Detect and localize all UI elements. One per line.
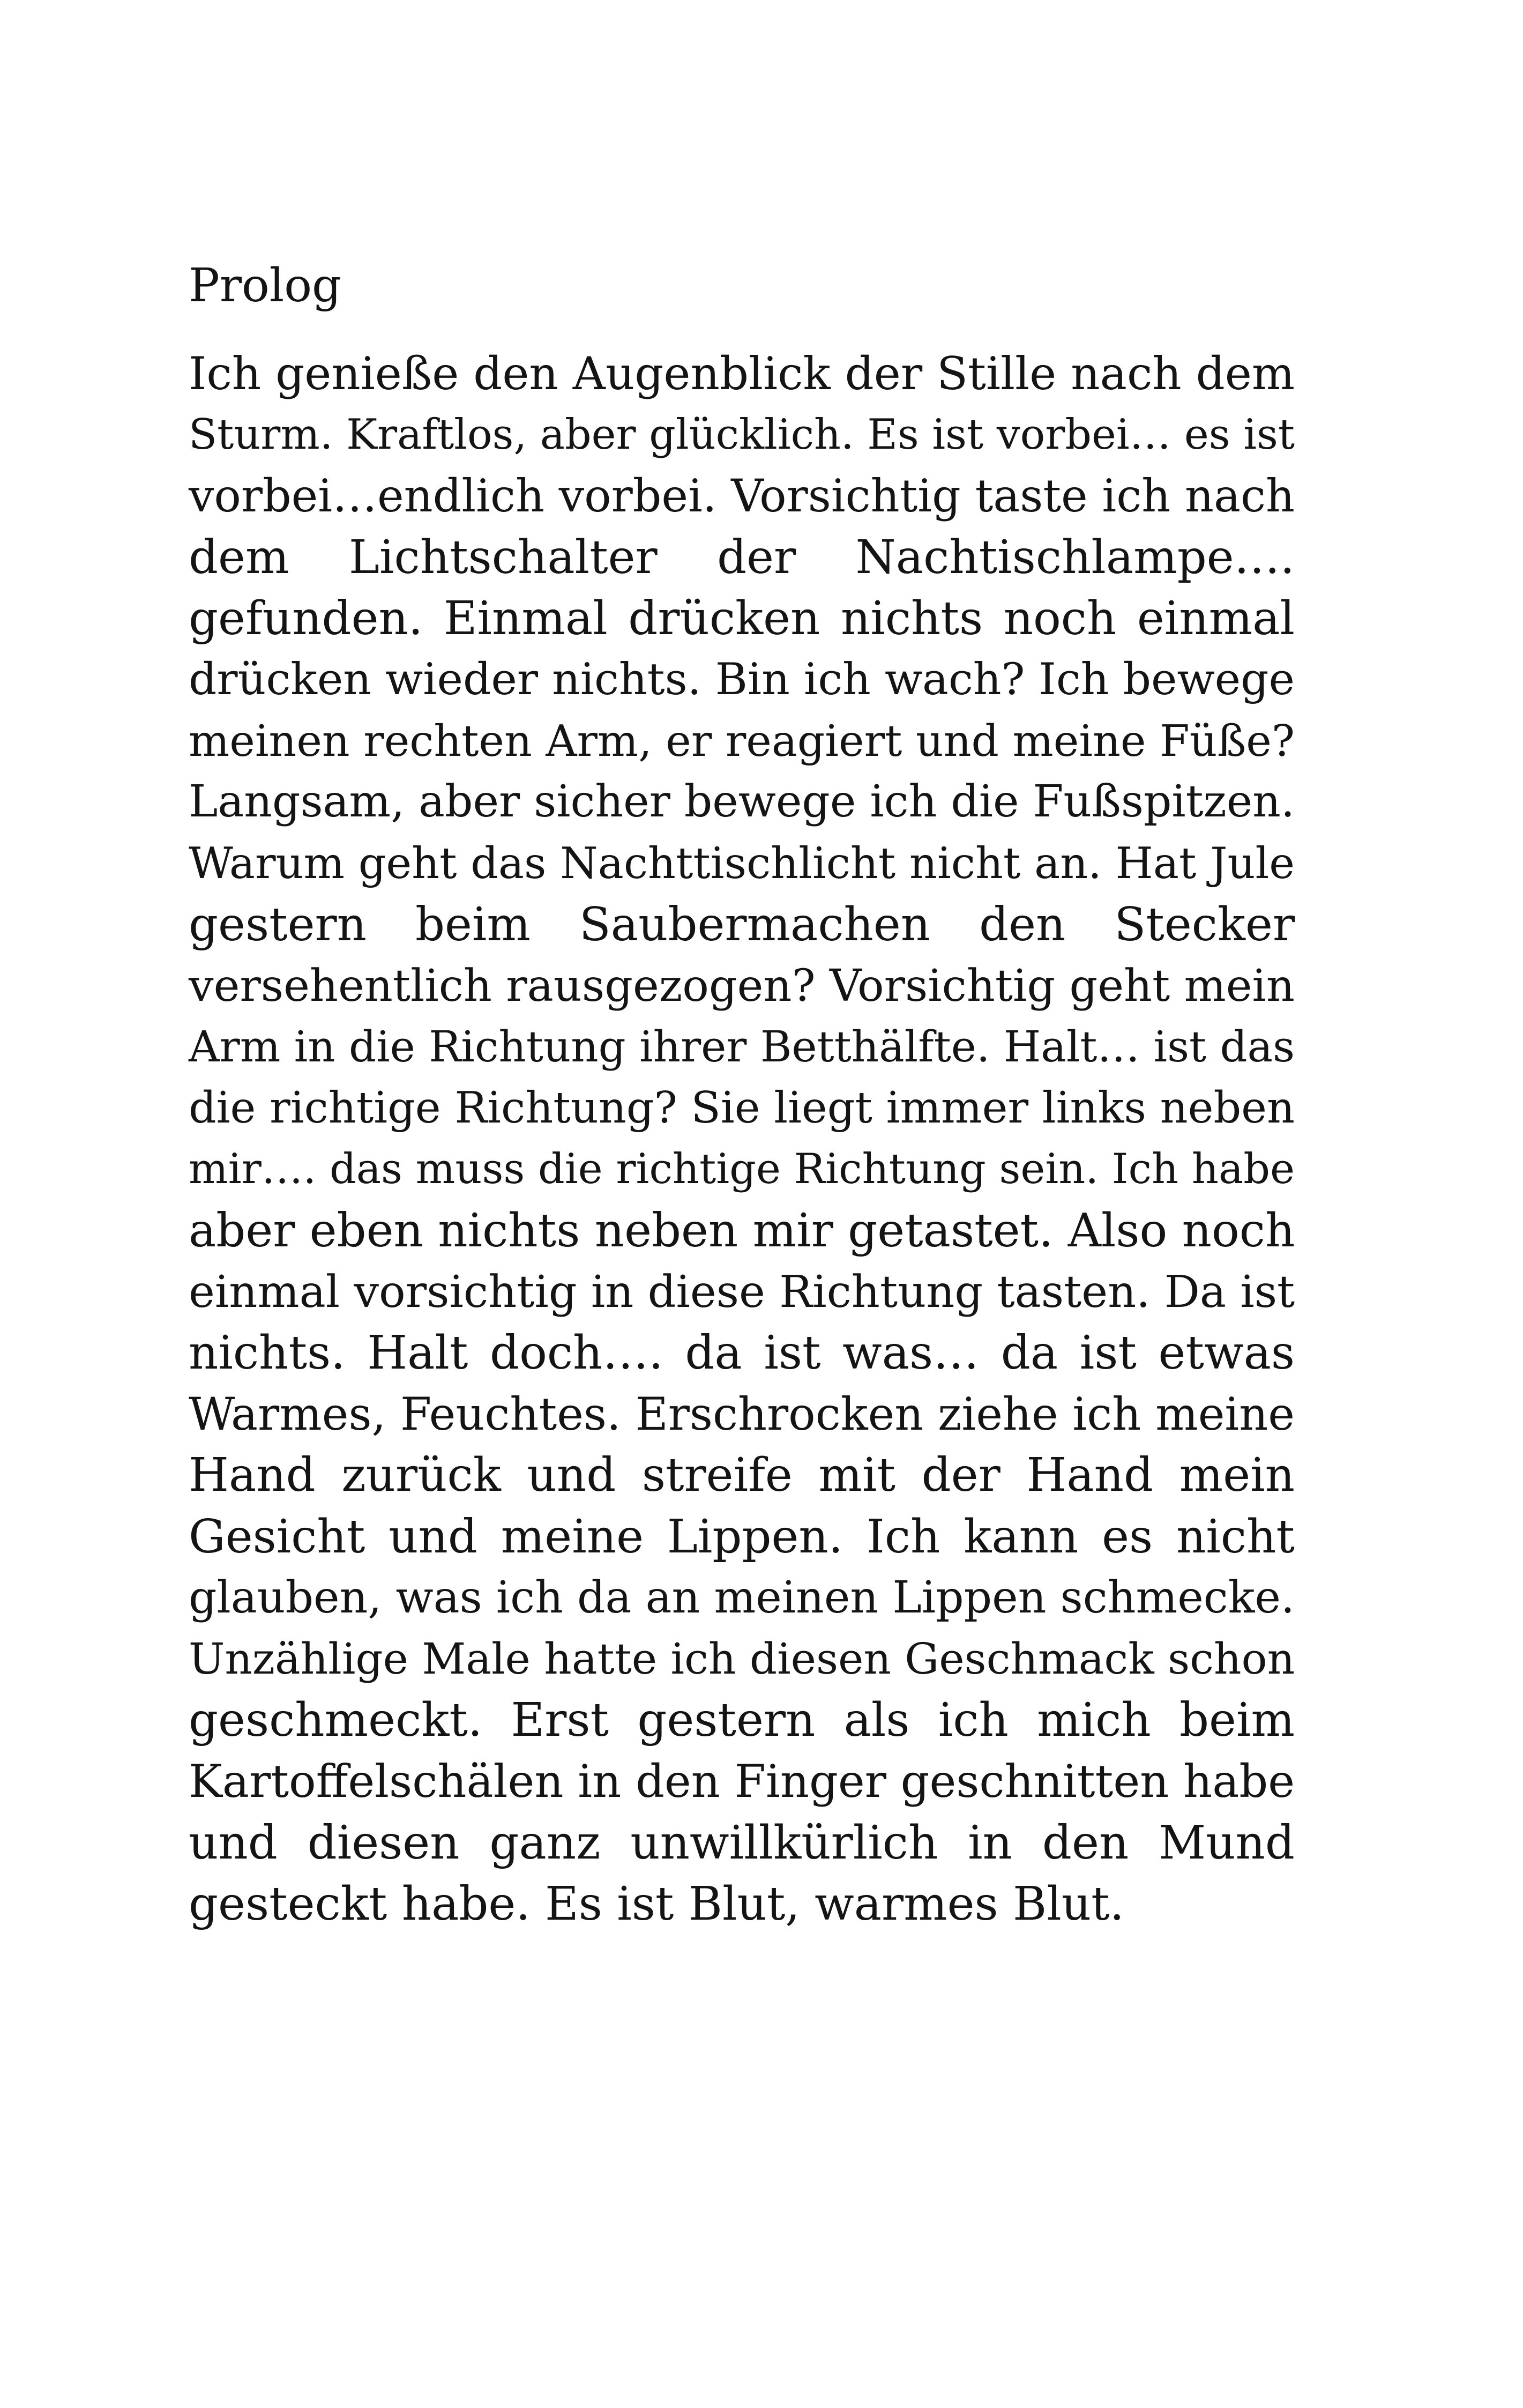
- text-line: und diesen ganz unwillkürlich in den Mund: [189, 1816, 1295, 1870]
- text-line: Sturm. Kraftlos, aber glücklich. Es ist vorbei… es ist: [189, 411, 1295, 459]
- text-line: Hand zurück und streife mit der Hand mein: [189, 1448, 1295, 1503]
- text-line: Langsam, aber sicher bewege ich die Fußspitzen.: [189, 776, 1295, 828]
- text-line: Kartoffelschälen in den Finger geschnitten habe: [189, 1755, 1295, 1808]
- text-line: Warmes, Feuchtes. Erschrocken ziehe ich meine: [189, 1388, 1295, 1441]
- text-line: gestern beim Saubermachen den Stecker: [189, 897, 1295, 952]
- text-line: mir…. das muss die richtige Richtung sein. Ich habe: [189, 1145, 1295, 1194]
- text-line: Ich genieße den Augenblick der Stille nach dem: [189, 347, 1295, 400]
- text-line: Arm in die Richtung ihrer Betthälfte. Halt… ist das: [189, 1022, 1295, 1072]
- prologue-paragraph: [189, 343, 1295, 1935]
- text-line: Warum geht das Nachttischlicht nicht an. Hat Jule: [189, 838, 1295, 889]
- text-line: meinen rechten Arm, er reagiert und meine Füße?: [189, 716, 1295, 767]
- chapter-heading: Prolog: [189, 259, 342, 313]
- text-line: gesteckt habe. Es ist Blut, warmes Blut.: [189, 1877, 1124, 1931]
- text-line: aber eben nichts neben mir getastet. Also noch: [189, 1203, 1295, 1258]
- text-line: gefunden. Einmal drücken nichts noch einmal: [189, 591, 1295, 645]
- text-line: die richtige Richtung? Sie liegt immer links neben: [189, 1083, 1295, 1134]
- text-line: dem Lichtschalter der Nachtischlampe….: [189, 530, 1295, 584]
- text-line: drücken wieder nichts. Bin ich wach? Ich bewege: [189, 653, 1295, 705]
- text-line: geschmeckt. Erst gestern als ich mich beim: [189, 1693, 1295, 1748]
- text-line: glauben, was ich da an meinen Lippen schmecke.: [189, 1572, 1295, 1623]
- text-line: versehentlich rausgezogen? Vorsichtig geht mein: [189, 960, 1295, 1012]
- text-line: nichts. Halt doch…. da ist was… da ist etwas: [189, 1326, 1295, 1380]
- text-line: vorbei…endlich vorbei. Vorsichtig taste ich nach: [189, 470, 1295, 523]
- text-line: einmal vorsichtig in diese Richtung tasten. Da ist: [189, 1266, 1295, 1318]
- text-line: Gesicht und meine Lippen. Ich kann es nicht: [189, 1510, 1295, 1564]
- text-line: Unzählige Male hatte ich diesen Geschmack schon: [189, 1633, 1295, 1684]
